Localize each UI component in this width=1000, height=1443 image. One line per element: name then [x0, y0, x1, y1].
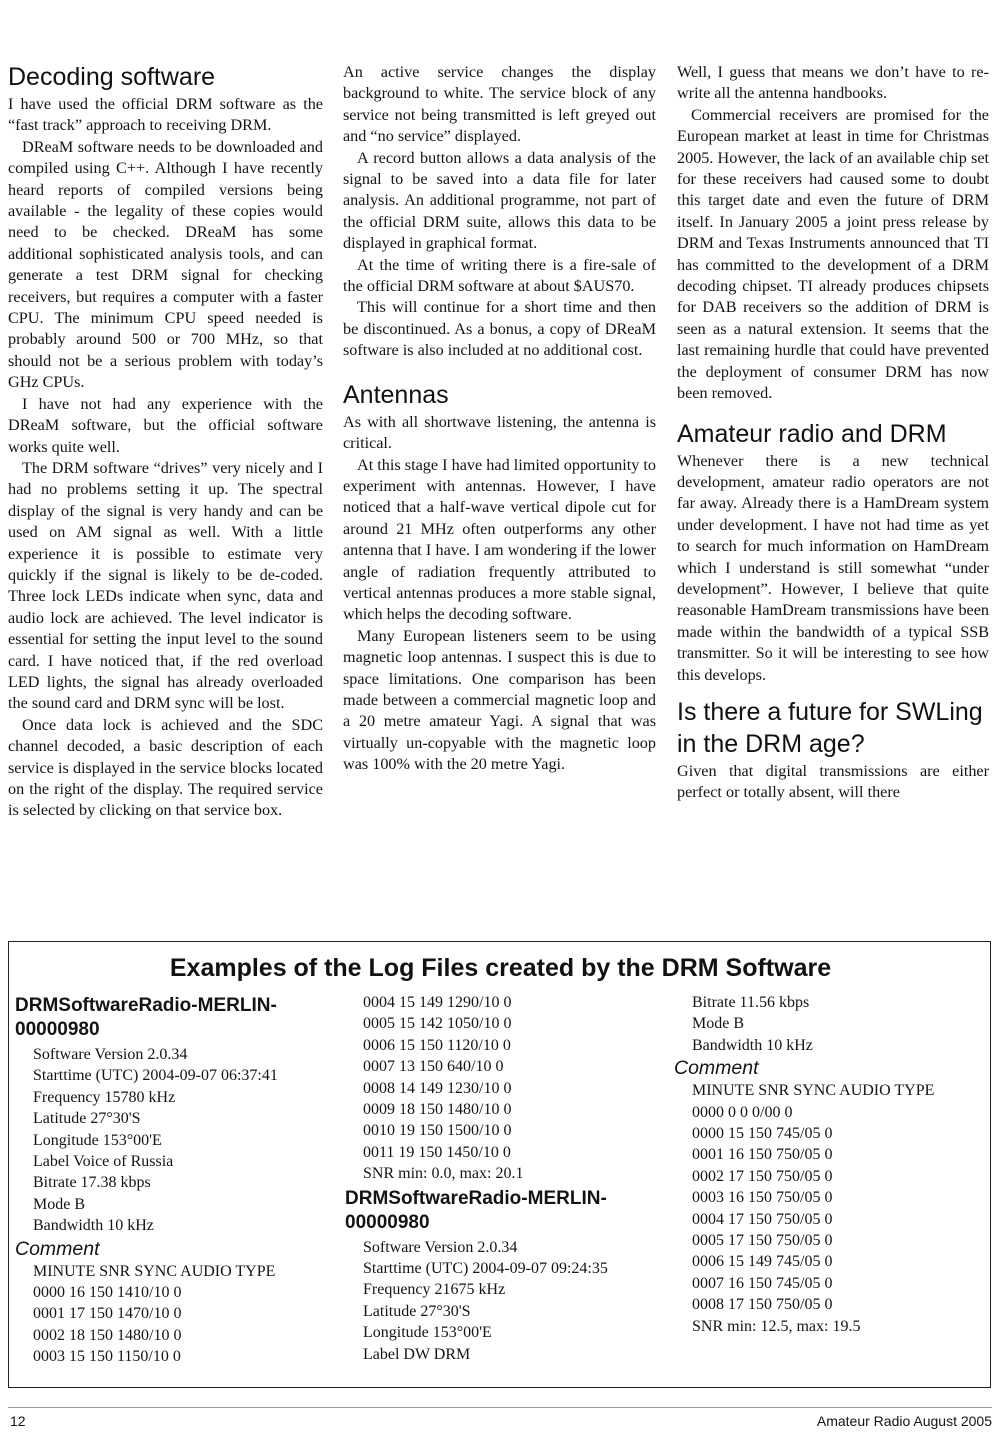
section-heading-future-swling: Is there a future for SWLing in the DRM age?: [677, 697, 983, 758]
log-row: MINUTE SNR SYNC AUDIO TYPE: [33, 1262, 276, 1280]
log-row: 0000 0 0 0/00 0: [692, 1103, 793, 1121]
log-line: Software Version 2.0.34: [363, 1238, 518, 1256]
paragraph: As with all shortwave listening, the antenna is critical.: [343, 412, 656, 453]
log-row: 0010 19 150 1500/10 0: [363, 1122, 512, 1140]
log-line: Bandwidth 10 kHz: [33, 1217, 154, 1235]
section-heading-amateur-radio-drm: Amateur radio and DRM: [677, 419, 947, 448]
paragraph: At this stage I have had limited opportunity to experiment with antennas. However, I have noticed that a half-wave vertical dipole cut for around 21 MHz often outperforms any other antenna that I have. I am wondering if the lower angle of radiation frequently attributed to vertical antennas produces a more stable signal, which helps the decoding software.: [343, 455, 656, 624]
log-row: 0000 16 150 1410/10 0: [33, 1284, 182, 1302]
paragraph: At the time of writing there is a fire-sale of the official DRM software at about $AUS70.: [343, 255, 656, 296]
log-line: Mode B: [692, 1015, 744, 1033]
log-header: DRMSoftwareRadio-MERLIN-00000980: [15, 995, 277, 1040]
paragraph: Whenever there is a new technical development, amateur radio operators are not far away. Already there is a HamDream system under development. I have not had time as yet to search for much information on HamDream which I understand is still somewhat “under development”. However, I believe that quite reasonable HamDream transmissions have been made within the bandwidth of a typical SSB transmitter. So it will be interesting to see how this develops.: [677, 451, 989, 684]
log-row: 0009 18 150 1480/10 0: [363, 1101, 512, 1119]
log-row: 0002 18 150 1480/10 0: [33, 1326, 182, 1344]
log-rows: [345, 992, 675, 1185]
comment-label: Comment: [674, 1057, 759, 1080]
log-files-box: [8, 941, 991, 1388]
log-header: DRMSoftwareRadio-MERLIN-00000980: [345, 1187, 607, 1233]
log-row: 0005 15 142 1050/10 0: [363, 1015, 512, 1033]
log-details: [674, 992, 984, 1056]
log-column-3: [674, 994, 984, 1337]
log-line: Bitrate 17.38 kbps: [33, 1174, 151, 1192]
paragraph: Well, I guess that means we don’t have to re-write all the antenna handbooks.: [677, 63, 989, 103]
log-rows: [15, 1261, 345, 1368]
paragraph: Once data lock is achieved and the SDC channel decoded, a basic description of each service is displayed in the service blocks located on the right of the display. The required service is selected by clicking on that service box.: [8, 715, 323, 820]
log-line: Label Voice of Russia: [33, 1153, 174, 1171]
log-line: Bitrate 11.56 kbps: [692, 994, 810, 1011]
log-line: Label DW DRM: [363, 1345, 471, 1363]
log-row: 0006 15 150 1120/10 0: [363, 1036, 511, 1054]
page-footer: [8, 1407, 992, 1429]
section-heading-antennas: Antennas: [343, 380, 449, 409]
page-number: 12: [10, 1413, 26, 1429]
log-row: 0007 16 150 745/05 0: [692, 1274, 833, 1292]
log-row: 0008 14 149 1230/10 0: [363, 1079, 512, 1097]
paragraph: An active service changes the display background to white. The service block of any service not being transmitted is left greyed out and “no service” displayed.: [343, 63, 656, 146]
paragraph: This will continue for a short time and then be discontinued. As a bonus, a copy of DReaM software is also included at no additional cost.: [343, 298, 656, 360]
paragraph: Commercial receivers are promised for the European market at least in time for Christmas 2005. However, the lack of an available chip set for these receivers had caused some to doubt this target date and even the future of DRM itself. In January 2005 a joint press release by DRM and Texas Instruments announced that TI has committed to the development of a DRM decoding chipset. TI already produces chipsets for DAB receivers so the addition of DRM is seen as a natural extension. It seems that the last remaining hurdle that could have prevented the deployment of consumer DRM has now been removed.: [677, 105, 989, 403]
log-row: 0006 15 149 745/05 0: [692, 1253, 833, 1271]
article-column-1: [8, 62, 323, 822]
paragraph: Many European listeners seem to be using magnetic loop antennas. I suspect this is due to space limitations. One comparison has been made between a commercial magnetic loop and a 20 metre amateur Yagi. A signal that was virtually un-copyable with the magnetic loop was 100% with the 20 metre Yagi.: [343, 626, 656, 774]
log-line: Latitude 27°30'S: [363, 1302, 471, 1320]
log-row: SNR min: 12.5, max: 19.5: [692, 1317, 861, 1335]
log-row: 0001 16 150 750/05 0: [692, 1146, 833, 1164]
paragraph: A record button allows a data analysis of the signal to be saved into a data file for later analysis. An additional programme, not part of the official DRM suite, allows this data to be displayed in graphical format.: [343, 148, 656, 253]
log-line: Bandwidth 10 kHz: [692, 1036, 813, 1054]
paragraph: DReaM software needs to be downloaded and compiled using C++. Although I have recently heard reports of compiled versions being available - the legality of these copies would need to be checked. DReaM has some additional sophisticated analysis tools, and can generate a test DRM signal for checking receivers, but requires a computer with a faster CPU. The minimum CPU speed needed is probably around 500 or 700 MHz, so that should not be a serious problem with today’s GHz CPUs.: [8, 137, 323, 392]
log-column-2: [345, 994, 675, 1365]
log-line: Longitude 153°00'E: [363, 1324, 492, 1342]
log-line: Software Version 2.0.34: [33, 1046, 188, 1063]
log-row: 0011 19 150 1450/10 0: [363, 1143, 511, 1161]
log-row: 0003 16 150 750/05 0: [692, 1189, 833, 1207]
log-row: 0004 17 150 750/05 0: [692, 1210, 833, 1228]
log-row: MINUTE SNR SYNC AUDIO TYPE: [692, 1082, 935, 1100]
paragraph: I have not had any experience with the DReaM software, but the official software works quite well.: [8, 394, 323, 456]
log-row: 0007 13 150 640/10 0: [363, 1058, 504, 1076]
log-line: Longitude 153°00'E: [33, 1131, 162, 1149]
paragraph: Given that digital transmissions are either perfect or totally absent, will there: [677, 761, 989, 802]
log-row: 0000 15 150 745/05 0: [692, 1125, 833, 1143]
log-details: [345, 1237, 675, 1365]
log-row: 0004 15 149 1290/10 0: [363, 994, 512, 1011]
log-rows: [674, 1080, 984, 1337]
paragraph: I have used the official DRM software as the “fast track” approach to receiving DRM.: [8, 95, 323, 135]
section-heading-decoding-software: Decoding software: [8, 63, 216, 91]
comment-label: Comment: [15, 1237, 100, 1260]
article-column-2: [343, 62, 656, 776]
publication-name: Amateur Radio August 2005: [816, 1413, 992, 1429]
log-row: 0003 15 150 1150/10 0: [33, 1348, 181, 1366]
log-column-1: [15, 994, 345, 1368]
log-row: 0008 17 150 750/05 0: [692, 1296, 833, 1314]
log-row: 0005 17 150 750/05 0: [692, 1232, 833, 1250]
log-row: 0002 17 150 750/05 0: [692, 1167, 833, 1185]
log-line: Starttime (UTC) 2004-09-07 06:37:41: [33, 1067, 278, 1085]
log-line: Latitude 27°30'S: [33, 1110, 141, 1128]
log-details: [15, 1044, 345, 1237]
log-line: Mode B: [33, 1195, 85, 1213]
log-row: SNR min: 0.0, max: 20.1: [363, 1165, 524, 1183]
paragraph: The DRM software “drives” very nicely and I had no problems setting it up. The spectral display of the signal is very handy and can be used on AM signal as well. With a little experience it is possible to estimate very quickly if the signal is likely to be de-coded. Three lock LEDs indicate when sync, data and audio lock are achieved. The level indicator is essential for setting the input level to the sound card. I have noticed that, if the red overload LED lights, the signal has already overloaded the sound card and DRM sync will be lost.: [8, 458, 323, 713]
log-row: 0001 17 150 1470/10 0: [33, 1305, 182, 1323]
log-box-title: Examples of the Log Files created by the DRM Software: [169, 954, 832, 982]
log-line: Frequency 15780 kHz: [33, 1088, 176, 1106]
log-line: Starttime (UTC) 2004-09-07 09:24:35: [363, 1260, 608, 1278]
article-column-3: [677, 62, 989, 804]
log-line: Frequency 21675 kHz: [363, 1281, 506, 1299]
